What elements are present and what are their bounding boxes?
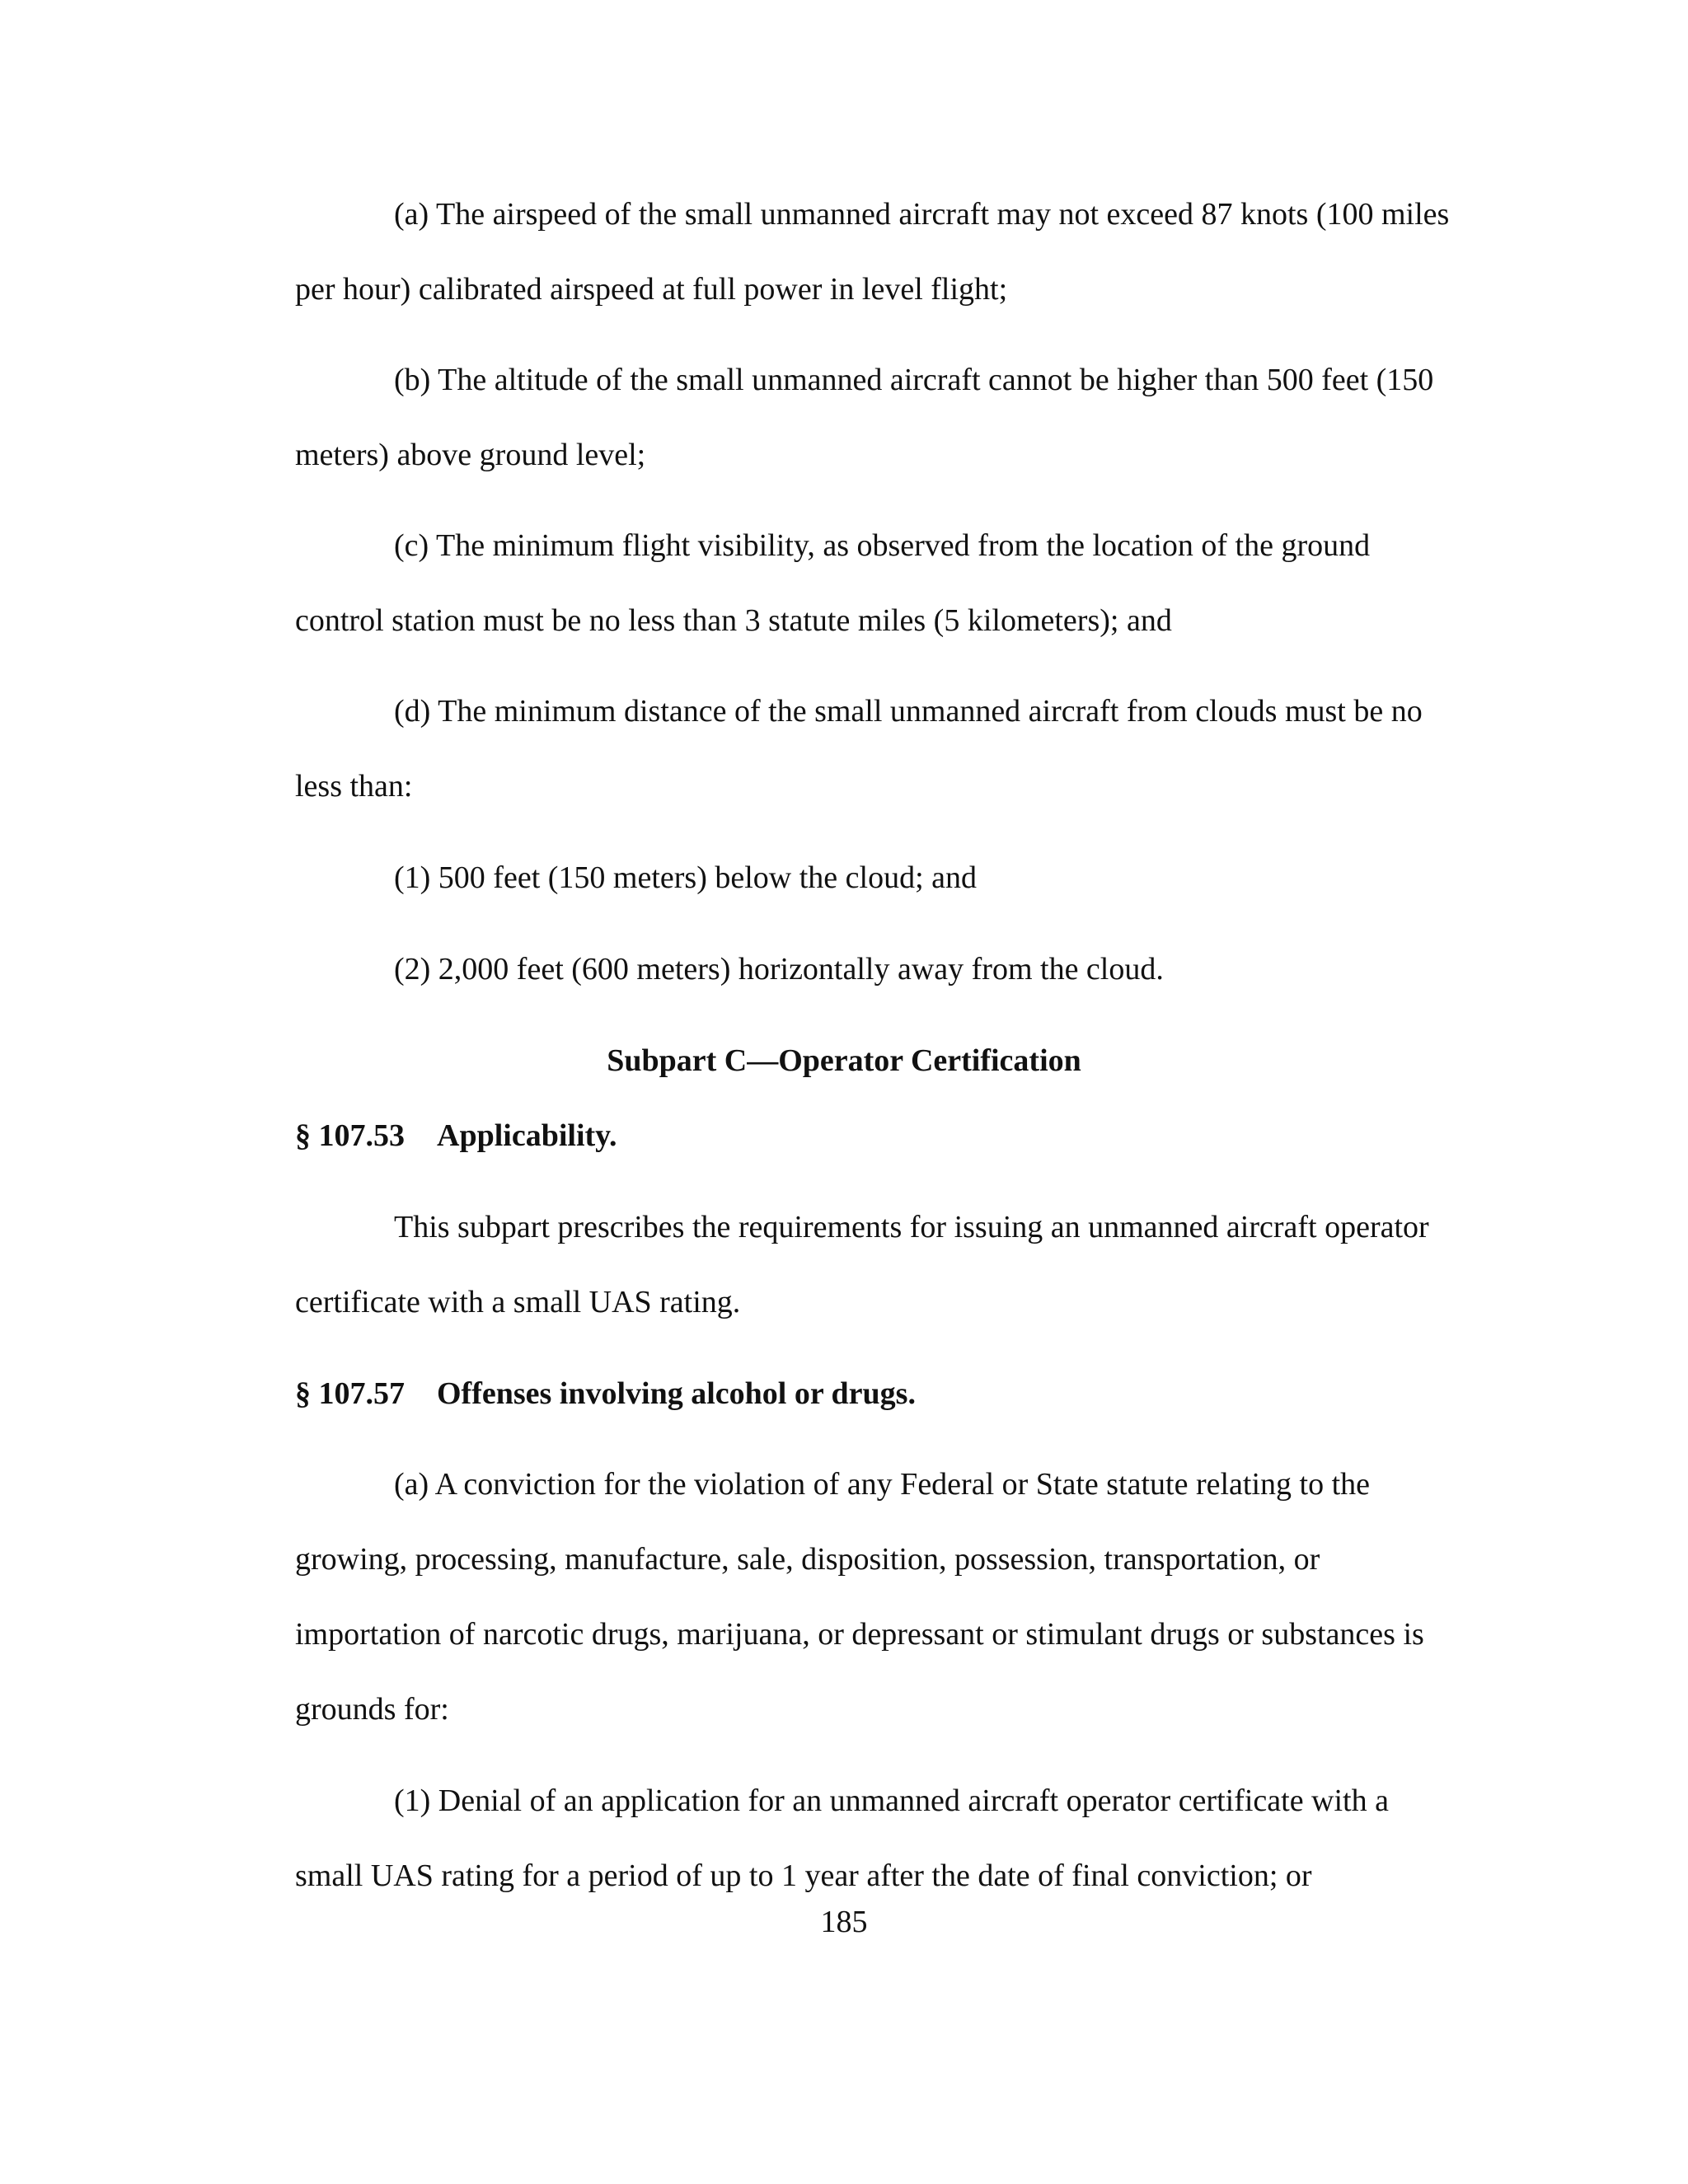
section-107-53-number: § 107.53 [295, 1118, 405, 1153]
page-number: 185 [820, 1905, 868, 1939]
section-107-57-a-line-4: grounds for: [295, 1692, 449, 1727]
section-107-53-heading [295, 1116, 617, 1155]
section-107-57-title: Offenses involving alcohol or drugs. [437, 1376, 916, 1411]
paragraph-a-line-1: (a) The airspeed of the small unmanned aircraft may not exceed 87 knots (100 miles [394, 197, 1450, 232]
section-107-57-heading [295, 1374, 916, 1413]
paragraph-b-line-1: (b) The altitude of the small unmanned aircraft cannot be higher than 500 feet (150 [394, 363, 1434, 397]
item-d-1: (1) 500 feet (150 meters) below the cloud; and [394, 860, 977, 895]
section-107-57-a-line-2: growing, processing, manufacture, sale, disposition, possession, transportation, or [295, 1542, 1320, 1577]
section-107-53-line-1: This subpart prescribes the requirements for issuing an unmanned aircraft operator [394, 1210, 1429, 1244]
paragraph-d-line-1: (d) The minimum distance of the small unmanned aircraft from clouds must be no [394, 694, 1423, 729]
subpart-heading: Subpart C—Operator Certification [607, 1043, 1081, 1078]
item-d-2: (2) 2,000 feet (600 meters) horizontally away from the cloud. [394, 952, 1164, 987]
section-107-53-title: Applicability. [437, 1118, 617, 1153]
section-107-57-a-line-1: (a) A conviction for the violation of any Federal or State statute relating to the [394, 1467, 1370, 1502]
paragraph-b-line-2: meters) above ground level; [295, 438, 646, 472]
paragraph-d-line-2: less than: [295, 769, 413, 804]
section-107-57-a-1-line-2: small UAS rating for a period of up to 1 year after the date of final conviction; or [295, 1858, 1312, 1893]
paragraph-a-line-2: per hour) calibrated airspeed at full power in level flight; [295, 272, 1008, 307]
section-107-57-a-1-line-1: (1) Denial of an application for an unmanned aircraft operator certificate with a [394, 1783, 1389, 1818]
section-107-57-a-line-3: importation of narcotic drugs, marijuana, or depressant or stimulant drugs or substances is [295, 1617, 1424, 1652]
paragraph-c-line-2: control station must be no less than 3 statute miles (5 kilometers); and [295, 603, 1172, 638]
section-107-53-line-2: certificate with a small UAS rating. [295, 1285, 741, 1319]
section-107-57-number: § 107.57 [295, 1376, 405, 1411]
paragraph-c-line-1: (c) The minimum flight visibility, as observed from the location of the ground [394, 528, 1371, 563]
